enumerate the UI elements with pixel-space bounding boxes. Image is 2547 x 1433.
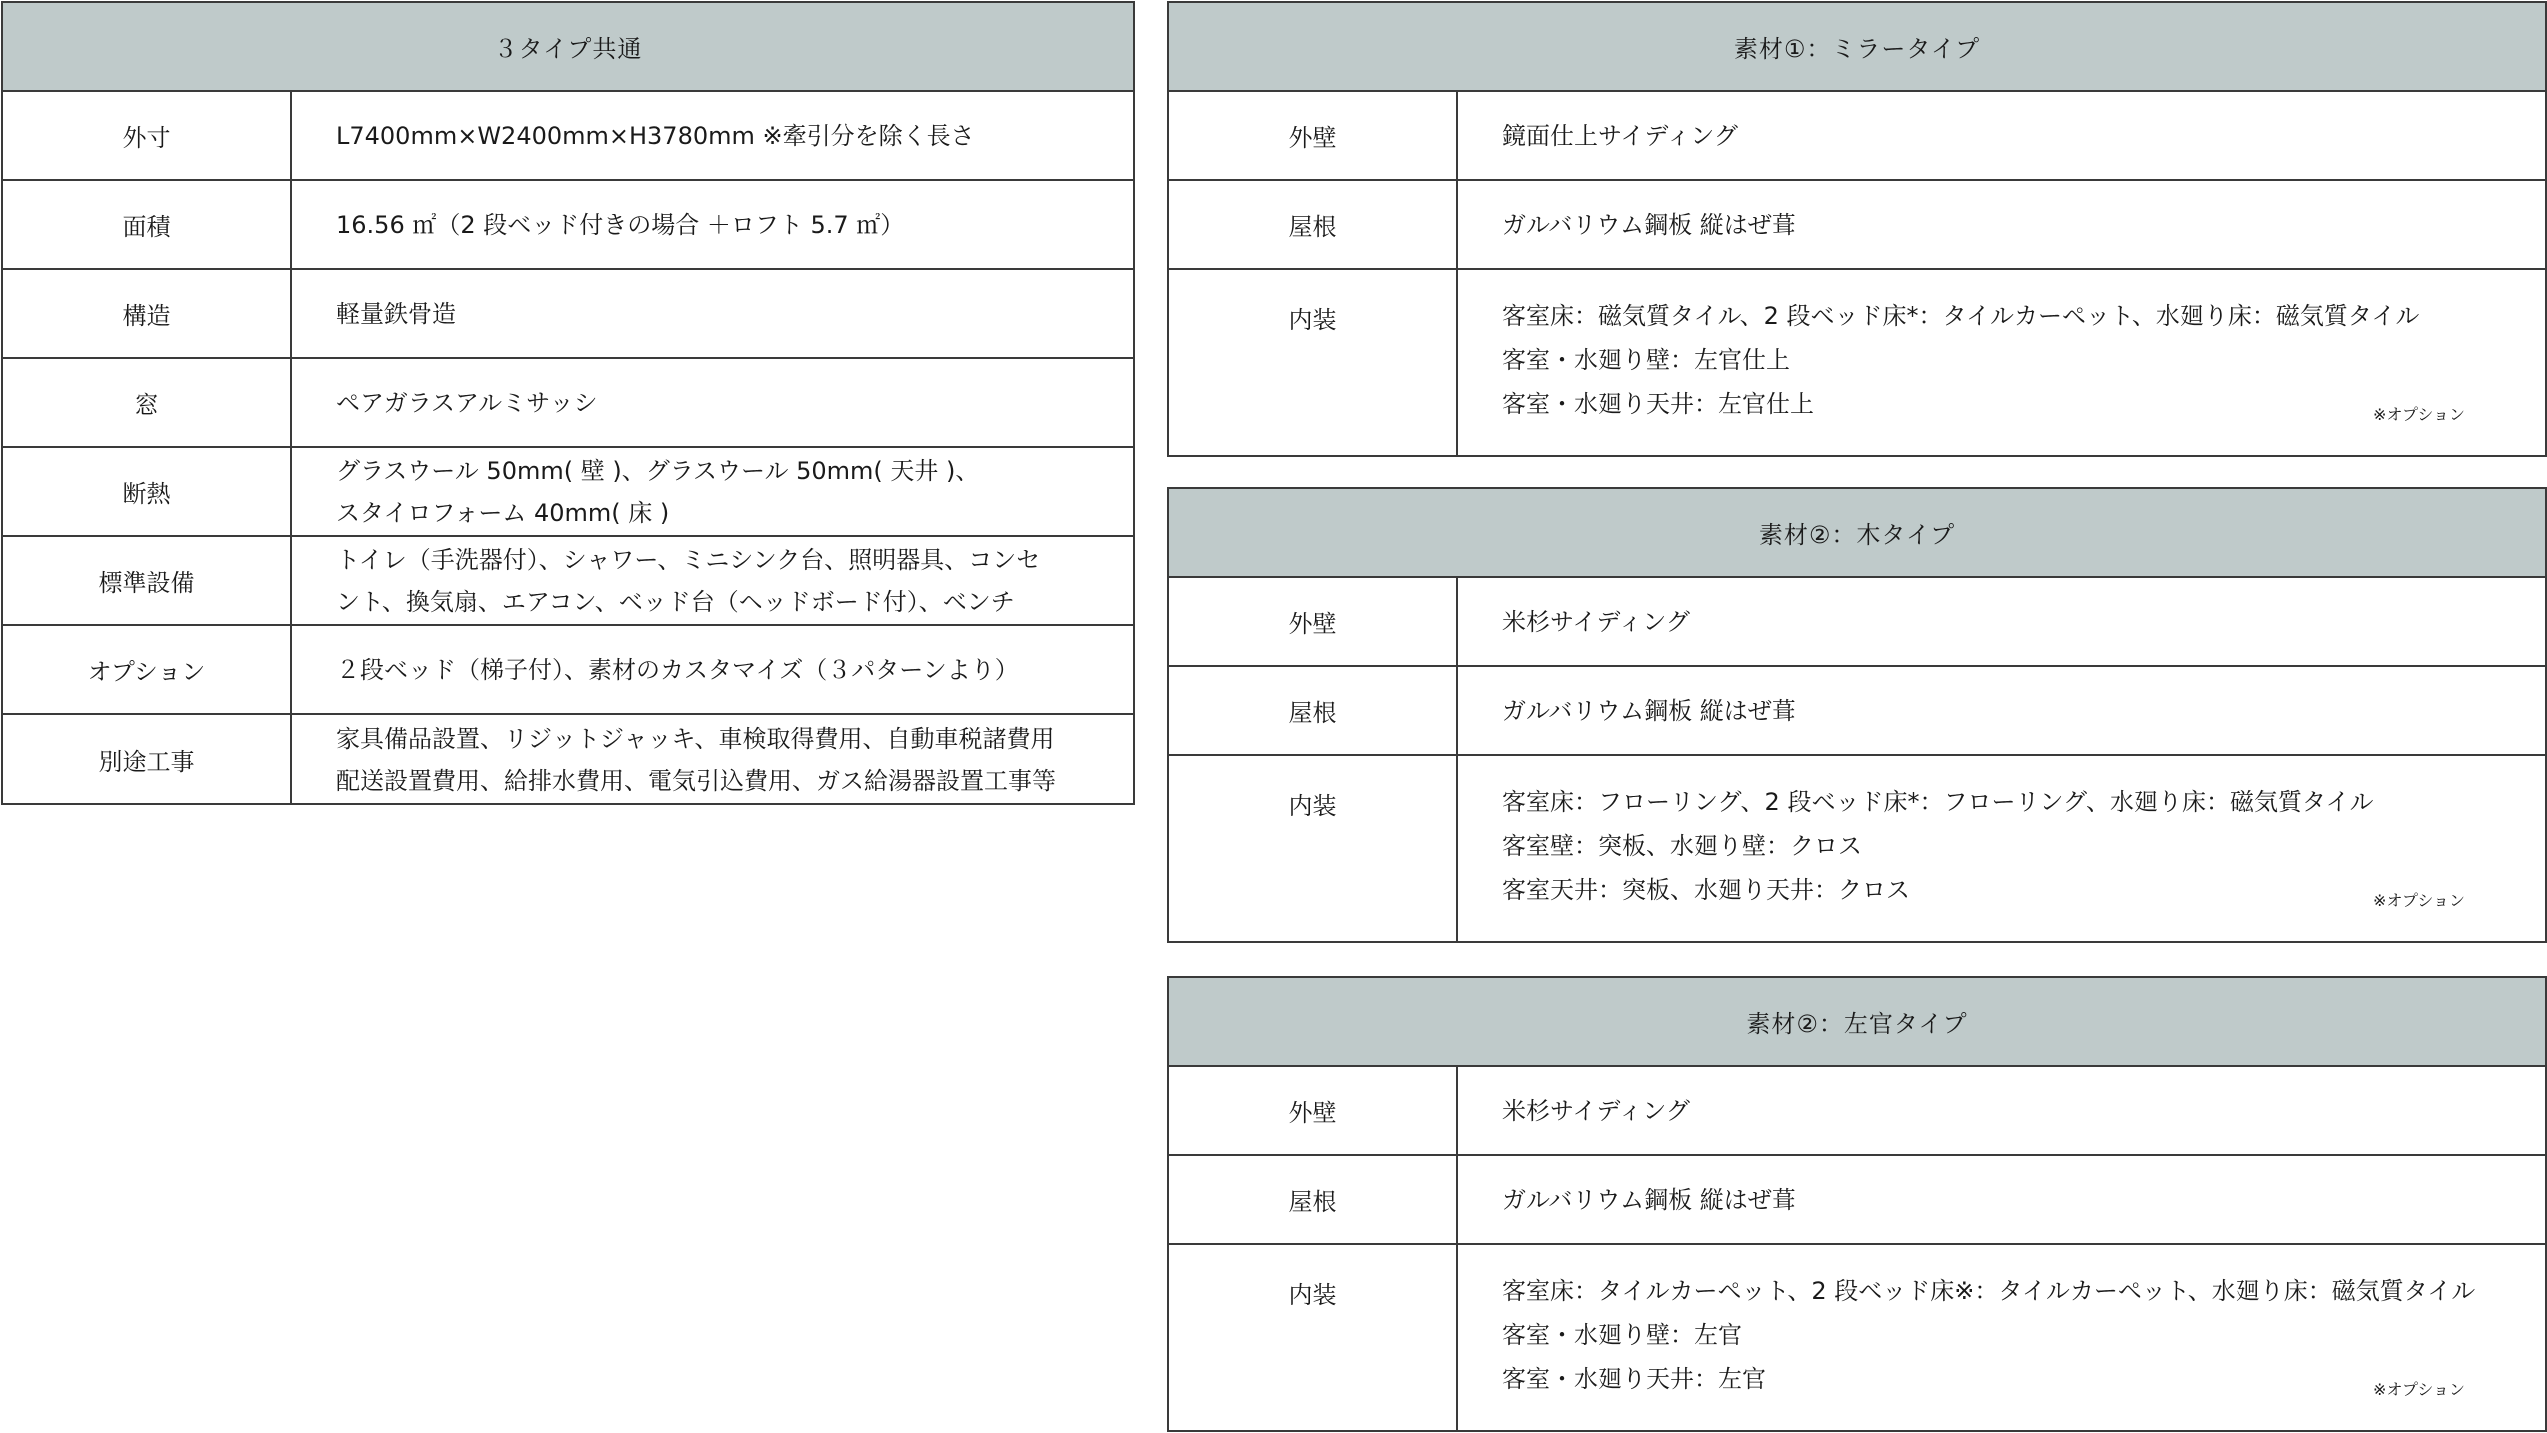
row-label: 外寸 [3, 92, 292, 179]
value-line: ガルバリウム鋼板 縦はぜ葺 [1502, 696, 1796, 725]
value-line: 家具備品設置、リジットジャッキ、車検取得費用、自動車税諸費用 [336, 724, 1055, 753]
value-line: 客室・水廻り壁：左官仕上 [1502, 346, 1790, 374]
table-row [1169, 578, 2545, 667]
wood-type-title: 素材②：木タイプ [1169, 489, 2545, 578]
table-row [1169, 1245, 2545, 1430]
row-label: 内装 [1169, 756, 1458, 941]
value-line: 客室天井：突板、水廻り天井：クロス [1502, 876, 1910, 904]
row-label: 屋根 [1169, 181, 1458, 268]
option-note: ※オプション [2373, 1380, 2465, 1399]
value-line: 米杉サイディング [1502, 607, 1690, 636]
table-row [3, 537, 1133, 626]
value-line: ント、換気扇、エアコン、ベッド台（ヘッドボード付）、ベンチ [336, 587, 1015, 616]
value-line: 客室床：磁気質タイル、2 段ベッド床*：タイルカーペット、水廻り床：磁気質タイル [1502, 302, 2420, 330]
row-value [1458, 92, 2545, 179]
row-value [292, 181, 1133, 268]
row-value [1458, 1067, 2545, 1154]
table-row [3, 359, 1133, 448]
table-row [3, 448, 1133, 537]
value-line: 16.56 ㎡（2 段ベッド付きの場合 ＋ロフト 5.7 ㎡） [336, 210, 905, 239]
table-row [3, 715, 1133, 804]
row-label: 面積 [3, 181, 292, 268]
mirror-type-title: 素材①：ミラータイプ [1169, 3, 2545, 92]
value-line: 客室床：フローリング、2 段ベッド床*：フローリング、水廻り床：磁気質タイル [1502, 788, 2374, 816]
value-line: 鏡面仕上サイディング [1502, 121, 1738, 150]
option-note: ※オプション [2373, 405, 2465, 424]
value-line: トイレ（手洗器付）、シャワー、ミニシンク台、照明器具、コンセ [336, 545, 1041, 574]
table-row [1169, 1156, 2545, 1245]
value-line: 米杉サイディング [1502, 1096, 1690, 1125]
value-line: ２段ベッド（梯子付）、素材のカスタマイズ（３パターンより） [336, 655, 1019, 684]
plaster-type-table [1167, 976, 2547, 1432]
row-value [292, 359, 1133, 446]
row-value [292, 626, 1133, 713]
value-line: 軽量鉄骨造 [336, 299, 456, 328]
row-label: オプション [3, 626, 292, 713]
row-label: 別途工事 [3, 715, 292, 804]
row-value [1458, 270, 2545, 455]
value-line: 客室・水廻り壁：左官 [1502, 1321, 1742, 1349]
row-value [1458, 578, 2545, 665]
table-row [3, 626, 1133, 715]
row-label: 窓 [3, 359, 292, 446]
table-row [3, 270, 1133, 359]
value-line: ガルバリウム鋼板 縦はぜ葺 [1502, 210, 1796, 239]
table-row [3, 92, 1133, 181]
value-line: ガルバリウム鋼板 縦はぜ葺 [1502, 1185, 1796, 1214]
row-value [1458, 1245, 2545, 1430]
table-row [1169, 92, 2545, 181]
row-label: 内装 [1169, 1245, 1458, 1430]
plaster-type-title: 素材②：左官タイプ [1169, 978, 2545, 1067]
row-value [292, 715, 1133, 804]
row-label: 外壁 [1169, 92, 1458, 179]
common-spec-table [1, 1, 1135, 805]
value-line: L7400mm×W2400mm×H3780mm ※牽引分を除く長さ [336, 121, 975, 150]
row-value [1458, 1156, 2545, 1243]
row-label: 断熱 [3, 448, 292, 535]
table-row [3, 181, 1133, 270]
value-line: 客室壁：突板、水廻り壁：クロス [1502, 832, 1862, 860]
row-value [292, 92, 1133, 179]
value-line: グラスウール 50mm( 壁 )、グラスウール 50mm( 天井 )、 [336, 456, 980, 485]
row-value [1458, 181, 2545, 268]
row-label: 外壁 [1169, 578, 1458, 665]
value-line: 客室・水廻り天井：左官仕上 [1502, 390, 1814, 418]
wood-type-table [1167, 487, 2547, 943]
value-line: ペアガラスアルミサッシ [336, 388, 598, 417]
row-value [292, 448, 1133, 535]
value-line: 客室・水廻り天井：左官 [1502, 1365, 1766, 1393]
table-row [1169, 667, 2545, 756]
row-value [1458, 667, 2545, 754]
row-label: 外壁 [1169, 1067, 1458, 1154]
mirror-type-table [1167, 1, 2547, 457]
table-row [1169, 756, 2545, 941]
row-label: 屋根 [1169, 1156, 1458, 1243]
value-line: 客室床：タイルカーペット、2 段ベッド床※：タイルカーペット、水廻り床：磁気質タイル [1502, 1277, 2476, 1305]
common-spec-title: ３タイプ共通 [3, 3, 1133, 92]
row-value [292, 537, 1133, 624]
table-row [1169, 270, 2545, 455]
row-label: 標準設備 [3, 537, 292, 624]
table-row [1169, 181, 2545, 270]
row-value [292, 270, 1133, 357]
value-line: スタイロフォーム 40mm( 床 ) [336, 498, 670, 527]
table-row [1169, 1067, 2545, 1156]
row-label: 内装 [1169, 270, 1458, 455]
option-note: ※オプション [2373, 891, 2465, 910]
row-value [1458, 756, 2545, 941]
row-label: 構造 [3, 270, 292, 357]
value-line: 配送設置費用、給排水費用、電気引込費用、ガス給湯器設置工事等 [336, 766, 1056, 795]
row-label: 屋根 [1169, 667, 1458, 754]
